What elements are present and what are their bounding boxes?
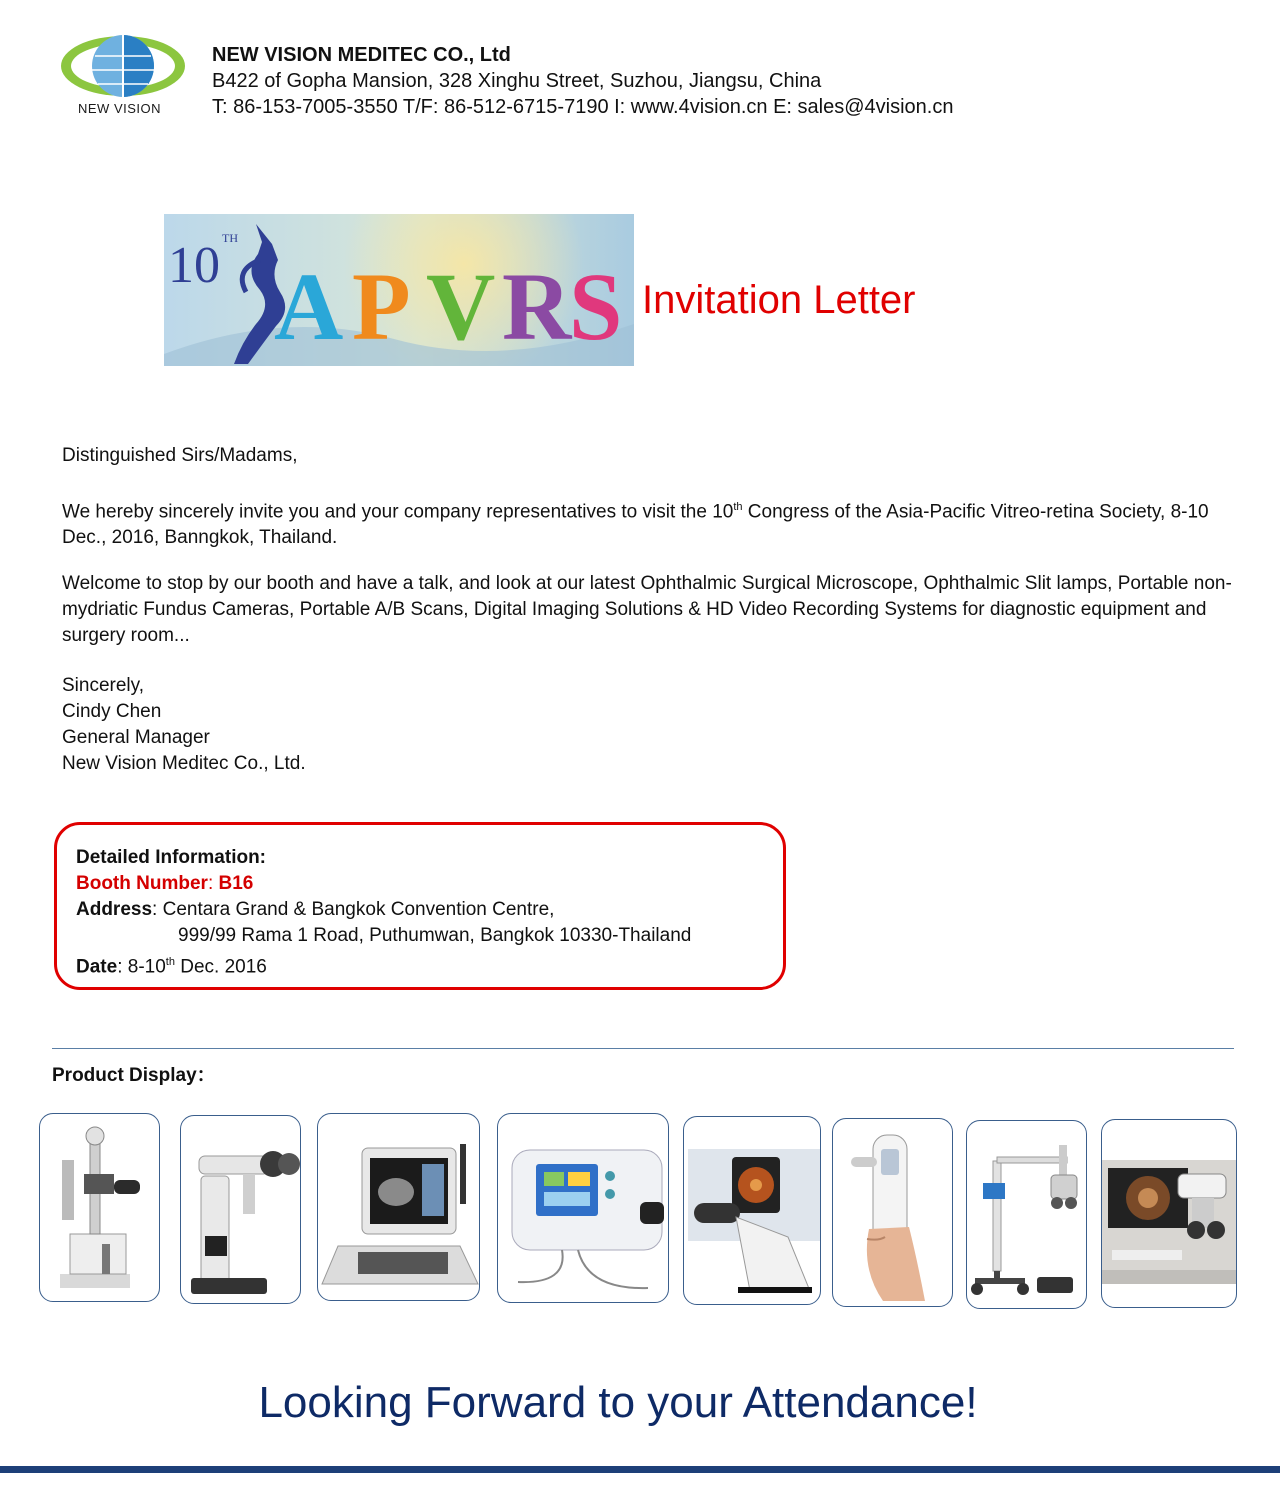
date-label: Date xyxy=(76,956,118,978)
booth-line: Booth Number: B16 xyxy=(76,873,254,894)
product-handheld-slit-lamp xyxy=(180,1115,301,1304)
date-value: 8-10 xyxy=(127,956,166,978)
signer-name: Cindy Chen xyxy=(62,701,162,722)
product-digital-imaging-system xyxy=(1101,1119,1237,1308)
invitation-paragraph xyxy=(62,494,1242,551)
banner-word xyxy=(274,253,622,360)
info-details xyxy=(76,845,691,980)
address-line1: Centara Grand & Bangkok Convention Centre, xyxy=(162,899,555,920)
section-divider xyxy=(52,1048,1234,1049)
date-value-end: Dec. 2016 xyxy=(174,956,267,978)
svg-text:R: R xyxy=(502,253,572,360)
booth-value: B16 xyxy=(218,873,254,894)
company-name: NEW VISION MEDITEC CO., Ltd xyxy=(212,44,511,66)
info-heading: Detailed Information: xyxy=(76,847,267,868)
logo-text: NEW VISION xyxy=(78,101,162,116)
closing-salutation: Sincerely, xyxy=(62,675,145,696)
company-address: B422 of Gopha Mansion, 328 Xinghu Street, Suzhou, Jiangsu, China xyxy=(212,70,822,92)
svg-text:A: A xyxy=(274,253,344,360)
address-label: Address xyxy=(76,899,153,920)
welcome-paragraph: Welcome to stop by our booth and have a talk, and look at our latest Ophthalmic Surgical Microscope, Ophthalmic Slit lamps, Portable non-mydriatic Fundus Cameras, Portable A/B Scans, Digital Imaging Solutions & HD Video Recording Systems for diagnostic equipment and surgery room... xyxy=(62,573,1232,646)
signature-block xyxy=(62,673,306,777)
greeting: Distinguished Sirs/Madams, xyxy=(62,445,298,466)
booth-label: Booth Number xyxy=(76,873,208,894)
company-info xyxy=(212,42,953,120)
product-slit-lamp xyxy=(39,1113,160,1302)
p1-text-end: Congress of the Asia-Pacific Vitreo-retina Society, 8-10 Dec., 2016, Banngkok, Thailand. xyxy=(62,501,1209,549)
product-portable-fundus-camera xyxy=(683,1116,821,1305)
product-handheld-tonometer xyxy=(832,1118,953,1307)
date-line: Date: 8-10th Dec. 2016 xyxy=(76,956,267,978)
address-line: Address: Centara Grand & Bangkok Convention Centre, xyxy=(76,899,555,920)
invitation-title: Invitation Letter xyxy=(642,278,916,322)
product-surgical-microscope xyxy=(966,1120,1087,1309)
product-ab-scan-laptop xyxy=(317,1113,480,1301)
banner-number-suffix: TH xyxy=(222,231,238,245)
svg-text:S: S xyxy=(569,253,623,360)
date-sup: th xyxy=(165,956,175,968)
product-display-heading: Product Display： xyxy=(52,1065,216,1086)
p1-text: We hereby sincerely invite you and your company representatives to visit the 10 xyxy=(62,501,734,523)
address-line2: 999/99 Rama 1 Road, Puthumwan, Bangkok 10330-Thailand xyxy=(178,925,692,946)
product-ab-scan-console xyxy=(497,1113,669,1303)
bottom-bar xyxy=(0,1466,1280,1473)
signer-company: New Vision Meditec Co., Ltd. xyxy=(62,753,306,774)
svg-text:P: P xyxy=(352,253,411,360)
company-contact: T: 86-153-7005-3550 T/F: 86-512-6715-7190 I: www.4vision.cn E: sales@4vision.cn xyxy=(212,96,954,118)
apvrs-banner xyxy=(164,214,634,366)
banner-number: 10 xyxy=(168,237,220,294)
closing-line: Looking Forward to your Attendance! xyxy=(258,1378,978,1427)
signer-title: General Manager xyxy=(62,727,210,748)
p1-sup: th xyxy=(733,501,743,513)
svg-text:V: V xyxy=(426,253,496,360)
